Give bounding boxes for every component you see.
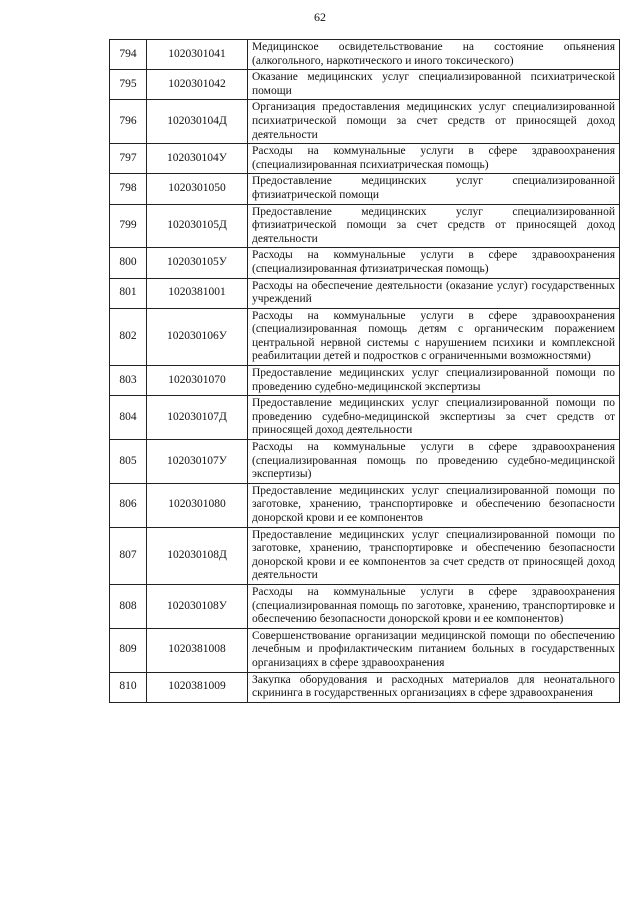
row-code-cell: 1020301070 — [147, 366, 248, 396]
row-name-cell: Расходы на коммунальные услуги в сфере здравоохранения (специализированная помощь детям с органическим поражением центральной нервной системы с нарушением психики и комплексной реабилитации детей и подростков с ограниченными возможностями) — [248, 308, 620, 365]
row-name-cell: Предоставление медицинских услуг специализированной фтизиатрической помощи — [248, 174, 620, 204]
row-number-cell: 807 — [110, 527, 147, 584]
row-code-cell: 102030105У — [147, 248, 248, 278]
row-name-cell: Организация предоставления медицинских услуг специализированной психиатрической помощи за счет средств от приносящей доход деятельности — [248, 100, 620, 144]
row-code-cell: 102030107Д — [147, 396, 248, 440]
row-number-cell: 796 — [110, 100, 147, 144]
row-number-cell: 794 — [110, 40, 147, 70]
row-number-cell: 801 — [110, 278, 147, 308]
row-code-cell: 102030107У — [147, 440, 248, 484]
table-row — [110, 440, 620, 484]
table-row — [110, 396, 620, 440]
row-name-cell: Медицинское освидетельствование на состояние опьянения (алкогольного, наркотического и иного токсического) — [248, 40, 620, 70]
row-number-cell: 809 — [110, 628, 147, 672]
table-row — [110, 204, 620, 248]
row-code-cell: 1020381009 — [147, 672, 248, 702]
row-number-cell: 797 — [110, 144, 147, 174]
row-code-cell: 1020301041 — [147, 40, 248, 70]
table-row — [110, 584, 620, 628]
row-name-cell: Предоставление медицинских услуг специализированной помощи по заготовке, хранению, транспортировке и обеспечению безопасности донорской крови и ее компонентов за счет средств от приносящей доход деятельности — [248, 527, 620, 584]
row-name-cell: Предоставление медицинских услуг специализированной помощи по проведению судебно-медицинской экспертизы — [248, 366, 620, 396]
row-code-cell: 1020301042 — [147, 70, 248, 100]
table-row — [110, 308, 620, 365]
row-number-cell: 800 — [110, 248, 147, 278]
row-name-cell: Совершенствование организации медицинской помощи по обеспечению лечебным и профилактическим питанием больных в государственных организациях в сфере здравоохранения — [248, 628, 620, 672]
row-number-cell: 803 — [110, 366, 147, 396]
row-number-cell: 804 — [110, 396, 147, 440]
table-row — [110, 248, 620, 278]
row-number-cell: 805 — [110, 440, 147, 484]
row-code-cell: 102030104Д — [147, 100, 248, 144]
row-code-cell: 102030108У — [147, 584, 248, 628]
table-body — [110, 40, 620, 703]
table-row — [110, 174, 620, 204]
row-number-cell: 806 — [110, 483, 147, 527]
table-row — [110, 278, 620, 308]
row-name-cell: Оказание медицинских услуг специализированной психиатрической помощи — [248, 70, 620, 100]
table-row — [110, 70, 620, 100]
table-row — [110, 628, 620, 672]
row-name-cell: Предоставление медицинских услуг специализированной помощи по проведению судебно-медицинской экспертизы за счет средств от приносящей доход деятельности — [248, 396, 620, 440]
row-code-cell: 102030106У — [147, 308, 248, 365]
row-name-cell: Расходы на обеспечение деятельности (оказание услуг) государственных учреждений — [248, 278, 620, 308]
row-code-cell: 1020381008 — [147, 628, 248, 672]
row-name-cell: Предоставление медицинских услуг специализированной помощи по заготовке, хранению, транспортировке и обеспечению безопасности донорской крови и ее компонентов — [248, 483, 620, 527]
page-number: 62 — [314, 10, 326, 24]
row-number-cell: 799 — [110, 204, 147, 248]
row-code-cell: 1020381001 — [147, 278, 248, 308]
row-name-cell: Расходы на коммунальные услуги в сфере здравоохранения (специализированная фтизиатрическая помощь) — [248, 248, 620, 278]
row-code-cell: 102030108Д — [147, 527, 248, 584]
row-name-cell: Расходы на коммунальные услуги в сфере здравоохранения (специализированная помощь по заготовке, хранению, транспортировке и обеспечению безопасности донорской крови и ее компонентов) — [248, 584, 620, 628]
row-number-cell: 808 — [110, 584, 147, 628]
row-number-cell: 810 — [110, 672, 147, 702]
row-name-cell: Предоставление медицинских услуг специализированной фтизиатрической помощи за счет средств от приносящей доход деятельности — [248, 204, 620, 248]
budget-classification-table — [109, 39, 620, 703]
row-number-cell: 795 — [110, 70, 147, 100]
row-code-cell: 102030104У — [147, 144, 248, 174]
table-row — [110, 100, 620, 144]
table-row — [110, 672, 620, 702]
row-number-cell: 802 — [110, 308, 147, 365]
row-name-cell: Расходы на коммунальные услуги в сфере здравоохранения (специализированная психиатрическая помощь) — [248, 144, 620, 174]
table-row — [110, 483, 620, 527]
row-code-cell: 1020301050 — [147, 174, 248, 204]
table-row — [110, 527, 620, 584]
row-code-cell: 102030105Д — [147, 204, 248, 248]
table-row — [110, 144, 620, 174]
row-number-cell: 798 — [110, 174, 147, 204]
table-row — [110, 40, 620, 70]
table-row — [110, 366, 620, 396]
row-name-cell: Закупка оборудования и расходных материалов для неонатального скрининга в государственных организациях в сфере здравоохранения — [248, 672, 620, 702]
row-code-cell: 1020301080 — [147, 483, 248, 527]
row-name-cell: Расходы на коммунальные услуги в сфере здравоохранения (специализированная помощь по проведению судебно-медицинской экспертизы) — [248, 440, 620, 484]
